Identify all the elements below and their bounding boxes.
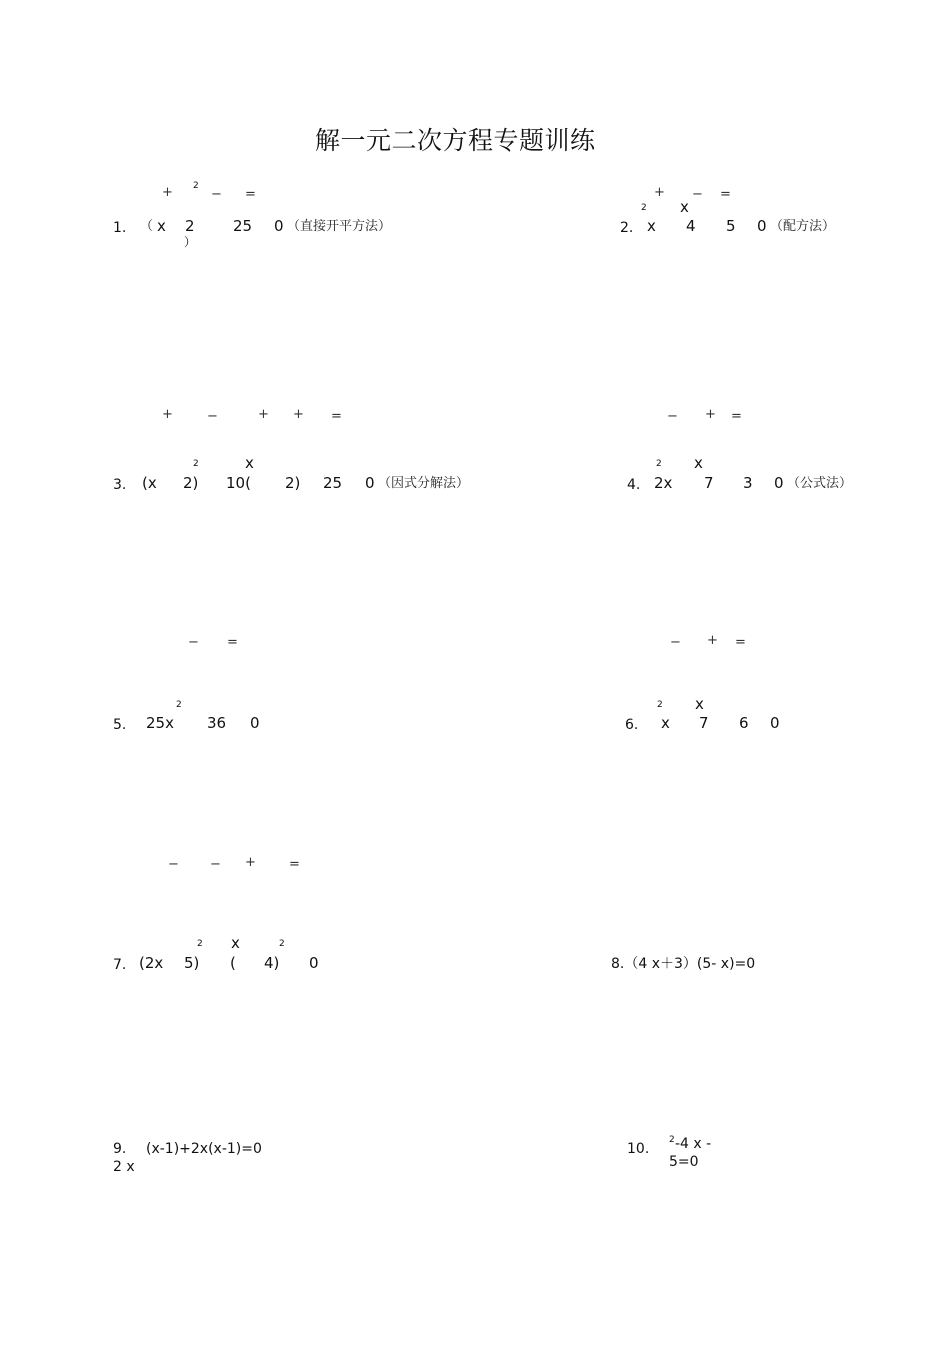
page-title: 解一元二次方程专题训练 bbox=[315, 126, 596, 155]
problem-3-operator-plus-3: + bbox=[293, 407, 304, 422]
problem-6-operator-plus: + bbox=[707, 633, 718, 648]
problem-1-term-0: 0 bbox=[274, 217, 284, 235]
problem-6-term-0: 0 bbox=[770, 714, 780, 732]
problem-3-number: 3. bbox=[113, 477, 127, 493]
problem-4-operator-plus: + bbox=[705, 407, 716, 422]
problem-3-x-mid: x bbox=[245, 454, 254, 472]
problem-4-operator-equals: = bbox=[731, 409, 742, 424]
problem-10-equation: -4 x - bbox=[675, 1136, 712, 1152]
problem-6-superscript: 2 bbox=[657, 700, 663, 710]
problem-6-term-6: 6 bbox=[739, 714, 749, 732]
problem-6-term-x: x bbox=[661, 714, 670, 732]
problem-4-term-7: 7 bbox=[704, 474, 714, 492]
problem-5-term-25x: 25x bbox=[146, 714, 174, 732]
problem-4-x-mid: x bbox=[694, 454, 703, 472]
problem-1-paren-open: （ bbox=[140, 219, 154, 234]
problem-3-operator-equals: = bbox=[331, 409, 342, 424]
problem-7-operator-minus-2: − bbox=[210, 857, 221, 872]
problem-10-superscript: 2 bbox=[669, 1135, 675, 1145]
problem-7-term-2x: (2x bbox=[139, 954, 164, 972]
problem-9-equation: (x-1)+2x(x-1)=0 bbox=[146, 1141, 262, 1157]
problem-9-number: 9. bbox=[113, 1141, 127, 1157]
problem-3-method: （因式分解法） bbox=[378, 476, 470, 491]
problem-1-term-25: 25 bbox=[233, 217, 253, 235]
problem-2-operator-plus: + bbox=[654, 185, 665, 200]
problem-7-term-5: 5) bbox=[184, 954, 200, 972]
problem-4-superscript: 2 bbox=[656, 459, 662, 469]
problem-10-equation-line-2: 5=0 bbox=[669, 1154, 699, 1170]
problem-1-method: （直接开平方法） bbox=[287, 219, 392, 234]
problem-2-term-5: 5 bbox=[726, 217, 736, 235]
problem-7-number: 7. bbox=[113, 957, 127, 973]
problem-2-term-x: x bbox=[647, 217, 656, 235]
problem-1-term-x: x bbox=[157, 217, 166, 235]
problem-4-term-0: 0 bbox=[774, 474, 784, 492]
problem-2-term-4: 4 bbox=[686, 217, 696, 235]
problem-4-method: （公式法） bbox=[787, 476, 853, 491]
problem-7-operator-plus: + bbox=[245, 855, 256, 870]
problem-7-superscript-1: 2 bbox=[197, 939, 203, 949]
problem-3-term-close: 2) bbox=[183, 474, 199, 492]
problem-3-term-25: 25 bbox=[323, 474, 343, 492]
problem-6-number: 6. bbox=[625, 717, 639, 733]
problem-6-operator-minus: − bbox=[670, 635, 681, 650]
problem-3-superscript: 2 bbox=[193, 459, 199, 469]
problem-1-operator-equals: = bbox=[245, 187, 256, 202]
problem-7-x-mid: x bbox=[231, 934, 240, 952]
problem-2-operator-minus: − bbox=[692, 187, 703, 202]
problem-3-term-10: 10( bbox=[226, 474, 251, 492]
problem-7-operator-minus-1: − bbox=[168, 857, 179, 872]
problem-5-operator-minus: − bbox=[188, 635, 199, 650]
problem-3-term-2: 2) bbox=[285, 474, 301, 492]
problem-7-operator-equals: = bbox=[289, 857, 300, 872]
problem-2-number: 2. bbox=[620, 220, 634, 236]
problem-5-superscript: 2 bbox=[176, 700, 182, 710]
problem-1-number: 1. bbox=[113, 220, 127, 236]
problem-5-operator-equals: = bbox=[227, 635, 238, 650]
problem-2-x-mid: x bbox=[680, 198, 689, 216]
problem-6-term-7: 7 bbox=[699, 714, 709, 732]
problem-5-number: 5. bbox=[113, 717, 127, 733]
problem-3-term-0: 0 bbox=[365, 474, 375, 492]
problem-7-superscript-2: 2 bbox=[279, 939, 285, 949]
problem-7-term-4: 4) bbox=[264, 954, 280, 972]
problem-4-term-2x: 2x bbox=[654, 474, 673, 492]
problem-2-term-0: 0 bbox=[757, 217, 767, 235]
problem-10-number: 10. bbox=[627, 1141, 650, 1157]
problem-2-operator-equals: = bbox=[720, 187, 731, 202]
problem-4-number: 4. bbox=[627, 477, 641, 493]
problem-4-operator-minus: − bbox=[667, 409, 678, 424]
problem-4-term-3: 3 bbox=[743, 474, 753, 492]
problem-3-operator-plus-1: + bbox=[162, 407, 173, 422]
problem-1-operator-minus: − bbox=[211, 187, 222, 202]
problem-5-term-36: 36 bbox=[207, 714, 227, 732]
problem-2-method: （配方法） bbox=[770, 219, 836, 234]
problem-2-superscript: 2 bbox=[641, 203, 647, 213]
problem-6-operator-equals: = bbox=[735, 635, 746, 650]
problem-7-term-open: ( bbox=[230, 954, 236, 972]
problem-3-operator-plus-2: + bbox=[258, 407, 269, 422]
problem-1-paren-close: ） bbox=[184, 235, 197, 249]
problem-5-term-0: 0 bbox=[250, 714, 260, 732]
problem-3-operator-minus: − bbox=[207, 409, 218, 424]
problem-6-x-mid: x bbox=[695, 695, 704, 713]
problem-3-term-open: (x bbox=[142, 474, 157, 492]
problem-1-superscript: 2 bbox=[193, 181, 199, 191]
problem-8-equation: 8.（4 x＋3）(5- x)=0 bbox=[611, 956, 756, 972]
problem-9-equation-line-2: 2 x bbox=[113, 1159, 135, 1175]
problem-7-term-0: 0 bbox=[309, 954, 319, 972]
problem-1-term-2: 2 bbox=[185, 217, 195, 235]
problem-1-operator-plus: + bbox=[162, 185, 173, 200]
